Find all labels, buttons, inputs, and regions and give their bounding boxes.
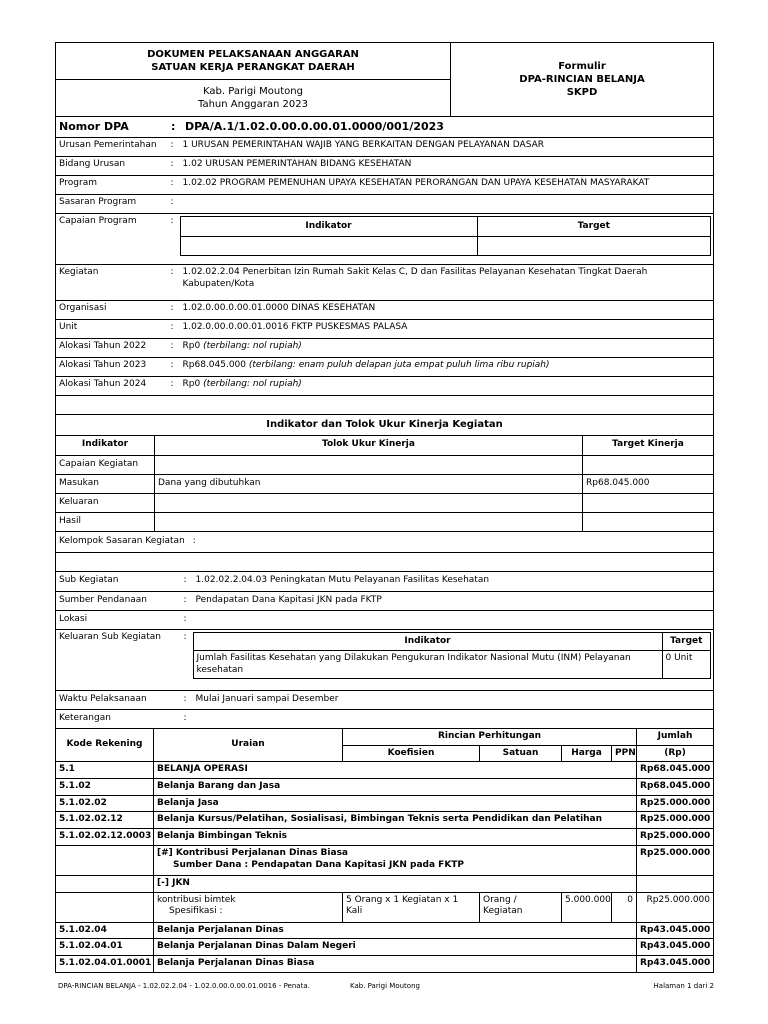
footer-page-number: Halaman 1 dari 2 bbox=[653, 982, 714, 990]
alokasi-amount: Rp0 bbox=[182, 341, 201, 351]
keluaran-cell bbox=[193, 630, 714, 691]
rincian-row bbox=[56, 779, 714, 796]
sub-label: Sumber Pendanaan bbox=[56, 592, 181, 611]
rincian-kode: 5.1.02.02.12 bbox=[56, 812, 154, 829]
colon: : bbox=[168, 214, 180, 265]
info-value: 1.02.02 PROGRAM PEMENUHAN UPAYA KESEHATAN PERORANGAN DAN UPAYA KESEHATAN MASYARAKAT bbox=[180, 176, 714, 195]
rincian-uraian: Belanja Bimbingan Teknis bbox=[154, 829, 637, 846]
colon: : bbox=[168, 358, 180, 377]
rincian-row bbox=[56, 939, 714, 956]
colon: : bbox=[168, 301, 180, 320]
colon: : bbox=[168, 195, 180, 214]
rincian-row bbox=[56, 795, 714, 812]
colon: : bbox=[192, 535, 196, 546]
kinerja-indikator: Capaian Kegiatan bbox=[56, 455, 155, 474]
rincian-jumlah: Rp25.000.000 bbox=[637, 829, 714, 846]
info-label: Bidang Urusan bbox=[56, 157, 168, 176]
keluaran-table bbox=[193, 632, 712, 679]
capaian-col-indikator: Indikator bbox=[180, 217, 477, 237]
group-title: [#] Kontribusi Perjalanan Dinas Biasa bbox=[157, 847, 349, 858]
item-uraian bbox=[154, 892, 343, 922]
alokasi-label: Alokasi Tahun 2022 bbox=[56, 339, 168, 358]
rincian-row bbox=[56, 812, 714, 829]
sub-label: Sub Kegiatan bbox=[56, 572, 181, 592]
kinerja-target bbox=[583, 493, 714, 512]
form-title: Formulir DPA-RINCIAN BELANJA SKPD bbox=[451, 43, 714, 117]
rincian-kode bbox=[56, 875, 154, 892]
kinerja-tolok: Dana yang dibutuhkan bbox=[155, 474, 583, 493]
col-kode: Kode Rekening bbox=[56, 729, 154, 762]
rincian-kode: 5.1.02.02 bbox=[56, 795, 154, 812]
keluaran-col-indikator: Indikator bbox=[193, 633, 662, 651]
rincian-jumlah: Rp68.045.000 bbox=[637, 762, 714, 779]
kinerja-table bbox=[55, 415, 714, 572]
rincian-row bbox=[56, 762, 714, 779]
capaian-col-target: Target bbox=[477, 217, 711, 237]
col-harga: Harga bbox=[562, 745, 612, 762]
colon: : bbox=[181, 611, 193, 630]
document-title: DOKUMEN PELAKSANAAN ANGGARAN SATUAN KERJA PERANGKAT DAERAH bbox=[56, 43, 451, 80]
rincian-item-row bbox=[56, 892, 714, 922]
rincian-table bbox=[55, 729, 714, 973]
nomor-dpa-value: DPA/A.1/1.02.0.00.0.00.01.0000/001/2023 bbox=[185, 119, 444, 133]
rincian-kode: 5.1 bbox=[56, 762, 154, 779]
rincian-jumlah: Rp25.000.000 bbox=[637, 812, 714, 829]
kinerja-indikator: Hasil bbox=[56, 512, 155, 531]
info-label: Sasaran Program bbox=[56, 195, 168, 214]
item-harga: 5.000.000 bbox=[562, 892, 612, 922]
rincian-jumlah: Rp25.000.000 bbox=[637, 795, 714, 812]
nomor-dpa-table bbox=[55, 117, 714, 138]
info-label: Program bbox=[56, 176, 168, 195]
rincian-group bbox=[154, 845, 637, 875]
col-koefisien: Koefisien bbox=[343, 745, 480, 762]
col-uraian: Uraian bbox=[154, 729, 343, 762]
rincian-tag: [-] JKN bbox=[154, 875, 637, 892]
rincian-uraian: Belanja Perjalanan Dinas Dalam Negeri bbox=[154, 939, 637, 956]
kinerja-indikator: Keluaran bbox=[56, 493, 155, 512]
colon: : bbox=[168, 157, 180, 176]
alokasi-label: Alokasi Tahun 2024 bbox=[56, 377, 168, 396]
sub-label: Waktu Pelaksanaan bbox=[56, 691, 181, 710]
rincian-uraian: Belanja Perjalanan Dinas bbox=[154, 922, 637, 939]
info-label: Kegiatan bbox=[56, 265, 168, 301]
sub-value bbox=[193, 710, 714, 729]
info-value: 1.02.0.00.0.00.01.0000 DINAS KESEHATAN bbox=[180, 301, 714, 320]
rincian-row bbox=[56, 922, 714, 939]
sub-label: Lokasi bbox=[56, 611, 181, 630]
rincian-uraian: BELANJA OPERASI bbox=[154, 762, 637, 779]
rincian-uraian: Belanja Jasa bbox=[154, 795, 637, 812]
kinerja-col-tolok: Tolok Ukur Kinerja bbox=[155, 435, 583, 455]
kinerja-row bbox=[56, 455, 714, 474]
info-label: Unit bbox=[56, 320, 168, 339]
header-table bbox=[55, 42, 714, 117]
rincian-kode: 5.1.02.04.01.0001 bbox=[56, 955, 154, 972]
sub-value bbox=[193, 611, 714, 630]
rincian-kode: 5.1.02 bbox=[56, 779, 154, 796]
col-rincian: Rincian Perhitungan bbox=[343, 729, 637, 745]
keluaran-indikator-value: Jumlah Fasilitas Kesehatan yang Dilakukan Pengukuran Indikator Nasional Mutu (INM) Pelayanan kesehatan bbox=[193, 651, 662, 679]
item-name: kontribusi bimtek bbox=[157, 894, 236, 905]
spacer-row bbox=[56, 396, 714, 415]
rincian-tag-row bbox=[56, 875, 714, 892]
rincian-row bbox=[56, 955, 714, 972]
colon: : bbox=[168, 138, 180, 157]
sub-value: Mulai Januari sampai Desember bbox=[193, 691, 714, 710]
item-koefisien: 5 Orang x 1 Kegiatan x 1 Kali bbox=[343, 892, 480, 922]
sub-label: Keterangan bbox=[56, 710, 181, 729]
kinerja-tolok bbox=[155, 512, 583, 531]
item-satuan: Orang / Kegiatan bbox=[480, 892, 562, 922]
spacer-row bbox=[56, 552, 714, 571]
col-ppn: PPN bbox=[612, 745, 637, 762]
alokasi-words: (terbilang: enam puluh delapan juta empat puluh lima ribu rupiah) bbox=[248, 360, 550, 370]
region-year: Kab. Parigi Moutong Tahun Anggaran 2023 bbox=[56, 80, 451, 117]
alokasi-amount: Rp68.045.000 bbox=[182, 360, 246, 370]
colon: : bbox=[168, 176, 180, 195]
rincian-jumlah: Rp68.045.000 bbox=[637, 779, 714, 796]
kinerja-col-indikator: Indikator bbox=[56, 435, 155, 455]
footer-left: DPA-RINCIAN BELANJA - 1.02.02.2.04 - 1.02.0.00.0.00.01.0016 - Penata. bbox=[58, 982, 310, 990]
rincian-row bbox=[56, 829, 714, 846]
kinerja-indikator: Masukan bbox=[56, 474, 155, 493]
alokasi-amount: Rp0 bbox=[182, 379, 201, 389]
capaian-target-value bbox=[477, 237, 711, 256]
colon: : bbox=[168, 377, 180, 396]
dpa-document bbox=[55, 42, 714, 973]
kinerja-tolok bbox=[155, 455, 583, 474]
footer-center: Kab. Parigi Moutong bbox=[350, 982, 420, 990]
alokasi-words: (terbilang: nol rupiah) bbox=[203, 341, 302, 351]
colon: : bbox=[181, 592, 193, 611]
kinerja-row bbox=[56, 493, 714, 512]
rincian-kode bbox=[56, 892, 154, 922]
capaian-label: Capaian Program bbox=[56, 214, 168, 265]
rincian-kode bbox=[56, 845, 154, 875]
capaian-indikator-value bbox=[180, 237, 477, 256]
kelompok-sasaran bbox=[56, 531, 714, 552]
kinerja-row bbox=[56, 474, 714, 493]
col-jumlah: Jumlah bbox=[637, 729, 714, 745]
sub-value: Pendapatan Dana Kapitasi JKN pada FKTP bbox=[193, 592, 714, 611]
kinerja-target: Rp68.045.000 bbox=[583, 474, 714, 493]
info-label: Organisasi bbox=[56, 301, 168, 320]
rincian-group-row bbox=[56, 845, 714, 875]
kelompok-label: Kelompok Sasaran Kegiatan bbox=[59, 535, 185, 546]
colon: : bbox=[181, 691, 193, 710]
rincian-jumlah bbox=[637, 875, 714, 892]
keluaran-col-target: Target bbox=[662, 633, 711, 651]
alokasi-label: Alokasi Tahun 2023 bbox=[56, 358, 168, 377]
item-ppn: 0 bbox=[612, 892, 637, 922]
rincian-kode: 5.1.02.02.12.0003 bbox=[56, 829, 154, 846]
keluaran-label: Keluaran Sub Kegiatan bbox=[56, 630, 181, 691]
colon: : bbox=[181, 572, 193, 592]
colon: : bbox=[181, 630, 193, 691]
capaian-cell bbox=[180, 214, 714, 265]
col-satuan: Satuan bbox=[480, 745, 562, 762]
group-source: Sumber Dana : Pendapatan Dana Kapitasi JKN pada FKTP bbox=[173, 859, 465, 870]
rincian-jumlah: Rp43.045.000 bbox=[637, 922, 714, 939]
info-value bbox=[180, 195, 714, 214]
kinerja-title: Indikator dan Tolok Ukur Kinerja Kegiatan bbox=[56, 415, 714, 435]
colon: : bbox=[181, 710, 193, 729]
kinerja-tolok bbox=[155, 493, 583, 512]
sub-kegiatan-table bbox=[55, 572, 714, 730]
colon: : bbox=[168, 320, 180, 339]
kinerja-target bbox=[583, 512, 714, 531]
capaian-table bbox=[180, 216, 712, 256]
info-value: 1.02.02.2.04 Penerbitan Izin Rumah Sakit Kelas C, D dan Fasilitas Pelayanan Kesehatan Tingkat Daerah Kabupaten/Kota bbox=[180, 265, 714, 301]
alokasi-value bbox=[180, 377, 714, 396]
colon: : bbox=[168, 265, 180, 301]
info-value: 1.02 URUSAN PEMERINTAHAN BIDANG KESEHATAN bbox=[180, 157, 714, 176]
kinerja-row bbox=[56, 512, 714, 531]
rincian-kode: 5.1.02.04 bbox=[56, 922, 154, 939]
col-rp: (Rp) bbox=[637, 745, 714, 762]
nomor-dpa-row: Nomor DPA : DPA/A.1/1.02.0.00.0.00.01.0000/001/2023 bbox=[56, 117, 714, 137]
colon: : bbox=[168, 339, 180, 358]
alokasi-words: (terbilang: nol rupiah) bbox=[203, 379, 302, 389]
rincian-jumlah: Rp43.045.000 bbox=[637, 939, 714, 956]
item-spec: Spesifikasi : bbox=[169, 906, 223, 917]
sub-value: 1.02.02.2.04.03 Peningkatan Mutu Pelayanan Fasilitas Kesehatan bbox=[193, 572, 714, 592]
kinerja-col-target: Target Kinerja bbox=[583, 435, 714, 455]
alokasi-value bbox=[180, 358, 714, 377]
kinerja-target bbox=[583, 455, 714, 474]
rincian-kode: 5.1.02.04.01 bbox=[56, 939, 154, 956]
info-table bbox=[55, 138, 714, 416]
rincian-uraian: Belanja Barang dan Jasa bbox=[154, 779, 637, 796]
keluaran-target-value: 0 Unit bbox=[662, 651, 711, 679]
info-label: Urusan Pemerintahan bbox=[56, 138, 168, 157]
rincian-jumlah: Rp43.045.000 bbox=[637, 955, 714, 972]
rincian-uraian: Belanja Kursus/Pelatihan, Sosialisasi, Bimbingan Teknis serta Pendidikan dan Pelatihan bbox=[154, 812, 637, 829]
rincian-uraian: Belanja Perjalanan Dinas Biasa bbox=[154, 955, 637, 972]
alokasi-value bbox=[180, 339, 714, 358]
info-value: 1.02.0.00.0.00.01.0016 FKTP PUSKESMAS PALASA bbox=[180, 320, 714, 339]
info-value: 1 URUSAN PEMERINTAHAN WAJIB YANG BERKAITAN DENGAN PELAYANAN DASAR bbox=[180, 138, 714, 157]
item-jumlah: Rp25.000.000 bbox=[637, 892, 714, 922]
rincian-jumlah: Rp25.000.000 bbox=[637, 845, 714, 875]
